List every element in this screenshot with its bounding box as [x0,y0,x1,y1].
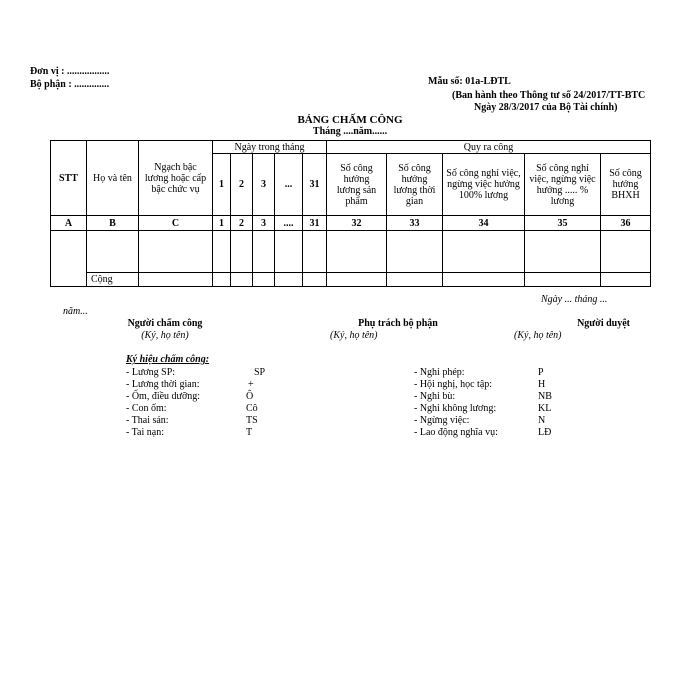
empty-cell [253,231,275,273]
empty-cell [213,273,231,287]
code-cell: 33 [387,216,443,231]
legend-code: T [246,427,253,438]
day-2: 2 [231,154,253,216]
legend-item [126,403,167,414]
legend-code: P [538,367,544,378]
signature-phu-trach-hint: (Ký, họ tên) [330,330,378,341]
code-cell: 1 [213,216,231,231]
legend-label: - Lao động nghĩa vụ: [414,427,498,438]
legend-code: KL [538,403,552,414]
col-36: Số công hưởng BHXH [601,154,651,216]
empty-cell [303,273,327,287]
code-row [51,216,651,231]
signature-hint: (Ký, họ tên) [141,330,189,341]
group-days: Ngày trong tháng [213,141,327,154]
table-row [51,231,651,273]
form-number: Mẫu số: 01a-LĐTL [428,76,511,87]
signature-title: Người duyệt [577,318,630,329]
col-33: Số công hưởng lương thời gian [387,154,443,216]
empty-cell [275,273,303,287]
empty-cell [327,273,387,287]
issued-date: Ngày 28/3/2017 của Bộ Tài chính) [474,102,618,113]
col-34: Số công nghỉ việc, ngừng việc hưởng 100% lương [443,154,525,216]
page-subtitle: Tháng ....năm...... [312,126,388,137]
legend-item [126,391,200,402]
code-cell: 31 [303,216,327,231]
legend-code: NB [538,391,552,402]
date-line: Ngày ... tháng ... [541,294,608,305]
empty-cell [139,231,213,273]
empty-cell [139,273,213,287]
day-31: 31 [303,154,327,216]
legend-item [126,367,175,378]
legend-label: - Tai nạn: [126,427,164,438]
legend-label: - Nghỉ bù: [414,391,456,402]
empty-cell [601,273,651,287]
signature-phu-trach-title: Phụ trách bộ phận [358,318,438,329]
day-3: 3 [253,154,275,216]
legend-code: + [248,379,254,390]
code-cell: C [139,216,213,231]
day-1: 1 [213,154,231,216]
legend-title: Ký hiệu chấm công: [126,354,210,365]
timesheet-table [50,140,651,287]
legend-item [414,391,455,402]
legend-item [126,415,169,426]
legend-label: - Ngừng việc: [414,415,470,426]
legend-label: - Lương thời gian: [126,379,200,390]
signature-nguoi-duyet [500,318,630,329]
empty-cell [327,231,387,273]
issued-by: (Ban hành theo Thông tư số 24/2017/TT-BTC [452,90,646,101]
total-row [51,273,651,287]
legend-code: N [538,415,546,426]
legend-label: - Nghỉ không lương: [414,403,497,414]
empty-cell [387,231,443,273]
empty-cell [525,231,601,273]
empty-cell [601,231,651,273]
empty-cell [231,231,253,273]
legend-code: Ô [246,391,254,402]
empty-cell [387,273,443,287]
empty-cell [303,231,327,273]
code-cell: A [51,216,87,231]
code-cell: 34 [443,216,525,231]
empty-cell [275,231,303,273]
code-cell: 35 [525,216,601,231]
legend-item [414,415,469,426]
empty-cell [213,231,231,273]
code-cell: B [87,216,139,231]
legend-label: - Nghỉ phép: [414,367,465,378]
legend-label: - Thai sản: [126,415,169,426]
legend-code: Cô [246,403,258,414]
empty-cell [525,273,601,287]
legend-code: TS [246,415,258,426]
bo-phan-label: Bộ phận : .............. [30,79,110,90]
legend-code: LĐ [538,427,552,438]
code-cell: 2 [231,216,253,231]
col-35: Số công nghỉ việc, ngừng việc hưởng ..... % lương [525,154,601,216]
legend-item [126,379,200,390]
legend-item [414,427,498,438]
legend-code: H [538,379,546,390]
legend-label: - Ốm, điều dưỡng: [126,391,201,402]
legend-label: - Hội nghị, học tập: [414,379,493,390]
signature-title: Người chấm công [127,318,203,329]
empty-cell [443,231,525,273]
legend-item [414,367,465,378]
empty-cell [51,231,87,287]
legend-item [414,403,496,414]
empty-cell [87,231,139,273]
legend-code: SP [254,367,266,378]
col-32: Số công hưởng lương sản phẩm [327,154,387,216]
legend-label: - Con ốm: [126,403,167,414]
page-title: BẢNG CHẤM CÔNG [297,114,403,126]
col-ho-ten: Họ và tên [87,141,139,216]
empty-cell [443,273,525,287]
year-line: năm... [63,306,88,317]
code-cell: 3 [253,216,275,231]
group-quy-ra-cong: Quy ra công [327,141,651,154]
signature-nguoi-duyet-hint: (Ký, họ tên) [514,330,562,341]
total-label: Cộng [87,273,139,287]
signature-nguoi-cham-cong [110,318,220,341]
legend-item [414,379,492,390]
col-ngach: Ngạch bậc lương hoặc cấp bậc chức vụ [139,141,213,216]
code-cell: 32 [327,216,387,231]
legend-item [126,427,164,438]
empty-cell [231,273,253,287]
code-cell: .... [275,216,303,231]
don-vi-label: Đơn vị : ................. [30,66,110,77]
legend-label: - Lương SP: [126,367,176,378]
day-dots: ... [275,154,303,216]
col-stt: STT [51,141,87,216]
code-cell: 36 [601,216,651,231]
empty-cell [253,273,275,287]
